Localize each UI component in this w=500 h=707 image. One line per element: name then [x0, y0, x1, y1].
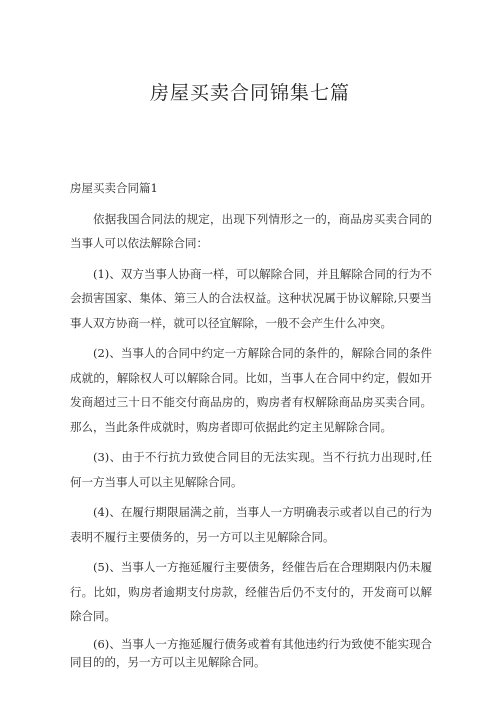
paragraph-item-3: (3)、由于不行抗力致使合同目的无法实现。当不行抗力出现时,任何一方当事人可以主见解除合同。	[70, 450, 432, 489]
paragraph-item-4: (4)、在履行期限届满之前，当事人一方明确表示或者以自己的行为表明不履行主要债务的，另一方可以主见解除合同。	[70, 505, 432, 544]
document-title: 房屋买卖合同锦集七篇	[149, 82, 350, 104]
paragraph-item-5: (5)、当事人一方拖延履行主要债务，经催告后在合理期限内仍未履行。比如，购房者逾期支付房款，经催告后仍不支付的，开发商可以解除合同。	[70, 560, 432, 623]
paragraph-intro: 依据我国合同法的规定，出现下列情形之一的，商品房买卖合同的当事人可以依法解除合同：	[70, 211, 432, 250]
paragraph-item-6: (6)、当事人一方拖延履行债务或着有其他违约行为致使不能实现合同目的的，另一方可以主见解除合同。	[70, 636, 432, 669]
paragraph-item-2: (2)、当事人的合同中约定一方解除合同的条件的，解除合同的条件成就的，解除权人可以解除合同。比如，当事人在合同中约定，假如开发商超过三十日不能交付商品房的，购房者有权解除商品房买卖合同。那么，当此条件成就时，购房者即可依据此约定主见解除合同。	[70, 346, 432, 434]
section-heading: 房屋买卖合同篇1	[70, 181, 158, 195]
document-body	[70, 176, 432, 677]
paragraph-item-1: (1)、双方当事人协商一样，可以解除合同，并且解除合同的行为不会损害国家、集体、第三人的合法权益。这种状况属于协议解除,只要当事人双方协商一样，就可以径宜解除，一般不会产生什么冲突。	[70, 266, 432, 330]
